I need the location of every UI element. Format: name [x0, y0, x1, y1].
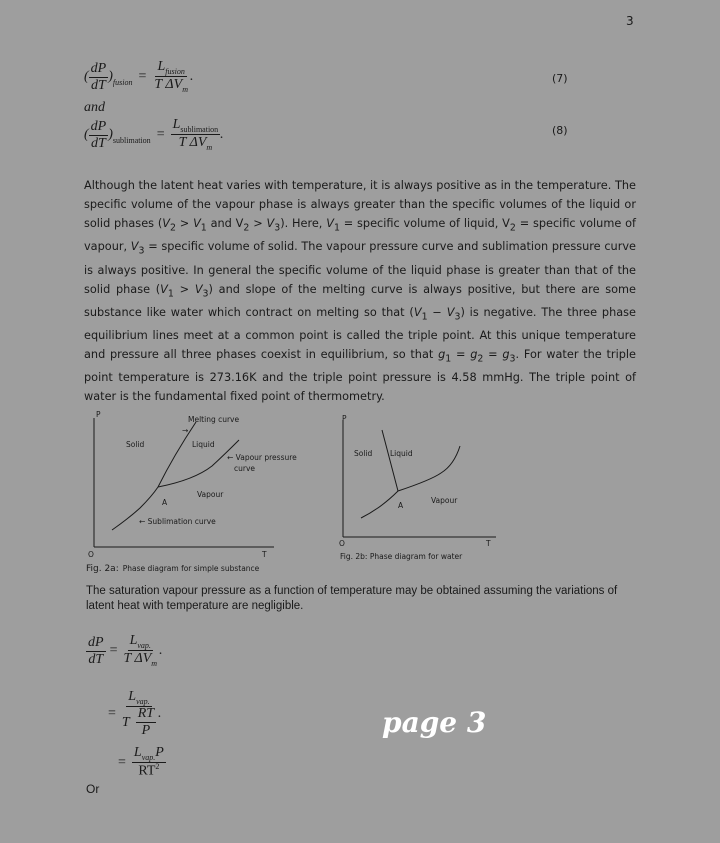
vapour-region-label: Vapour	[197, 490, 224, 499]
phase-diagram-water	[336, 410, 506, 570]
and-label: and	[84, 100, 105, 115]
derivation-line-3: = $\frac{L_{vap.}P}{RT^2}$	[118, 745, 164, 779]
solid-region-label: Solid	[126, 440, 145, 449]
derivation-line-1: $\frac{dP}{dT}$ = $\frac{L_{vap.}}{T \Delta V_m}$ .	[88, 633, 163, 668]
axis-p-label: P	[342, 414, 347, 423]
liquid-region-label: Liquid	[390, 449, 413, 458]
origin-label: O	[339, 539, 345, 548]
sublimation-curve-label: ← Sublimation curve	[139, 517, 216, 526]
triple-point-label: A	[162, 498, 168, 507]
figure-2a	[84, 410, 314, 574]
equation-8: ( $\frac{dP}{dT}$ ) sublimation = $\frac{L_{sublimation}}{T \Delta V_m}$ .	[84, 117, 224, 152]
melting-curve-label: Melting curve	[188, 415, 240, 424]
figure-2b	[336, 410, 506, 570]
axis-p-label: P	[96, 410, 101, 419]
vapour-pressure-label-2: curve	[234, 464, 256, 473]
solid-region-label: Solid	[354, 449, 373, 458]
figure-2b-caption: Fig. 2b: Phase diagram for water	[340, 552, 463, 561]
vapour-region-label: Vapour	[431, 496, 458, 505]
equation-7-number: (7)	[552, 72, 568, 85]
vapour-pressure-label: ← Vapour pressure	[227, 453, 297, 462]
page-number: 3	[626, 14, 634, 28]
body-paragraph-saturation: The saturation vapour pressure as a function of temperature may be obtained assuming the variations of latent heat with temperature are negligible.	[86, 585, 618, 612]
body-paragraph-triple-point: Although the latent heat varies with temperature, it is always positive as in the temperature. The specific volume of the vapour phase is always greater than the specific volumes of the liquid or solid phases ($V_2 > V_1$ and $V_2 > V_3$). Here, $V_1$ = specific volume of liquid, $V_2$ = specific volume of vapour, $V_3$ = specific volume of solid. The vapour pressure curve and sublimation pressure curve is always positive. In general the specific volume of the liquid phase is greater than that of the solid phase $(V_1 > V_3)$ and slope of the melting curve is always positive, but there are some substance like water which contract on melting so that $(V_1 - V_3)$ is negative. The three phase equilibrium lines meet at a common point is called the triple point. At this unique temperature and pressure all three phases coexist in equilibrium, so that $g_1 = g_2 = g_3$. For water the triple point temperature is 273.16K and the triple point pressure is 4.58 mmHg. The triple point of water is the fundamental fixed point of thermometry.	[84, 179, 636, 404]
page-watermark-label: page 3	[382, 706, 487, 739]
equation-8-number: (8)	[552, 124, 568, 137]
axis-t-label: T	[262, 550, 267, 559]
figure-2a-caption: Fig. 2a: Phase diagram for simple substance	[86, 564, 260, 574]
melting-arrow: →	[182, 426, 189, 435]
triple-point-label: A	[398, 501, 404, 510]
derivation-line-2: = $L_{vap.}$ T $\frac{RT}{P}$ .	[108, 689, 162, 738]
axis-t-label: T	[486, 539, 491, 548]
liquid-region-label: Liquid	[192, 440, 215, 449]
or-label: Or	[86, 782, 100, 796]
origin-label: O	[88, 550, 94, 559]
equation-7: ( $\frac{dP}{dT}$ ) fusion = $\frac{L_{fusion}}{T \Delta V_m}$ .	[84, 59, 194, 94]
